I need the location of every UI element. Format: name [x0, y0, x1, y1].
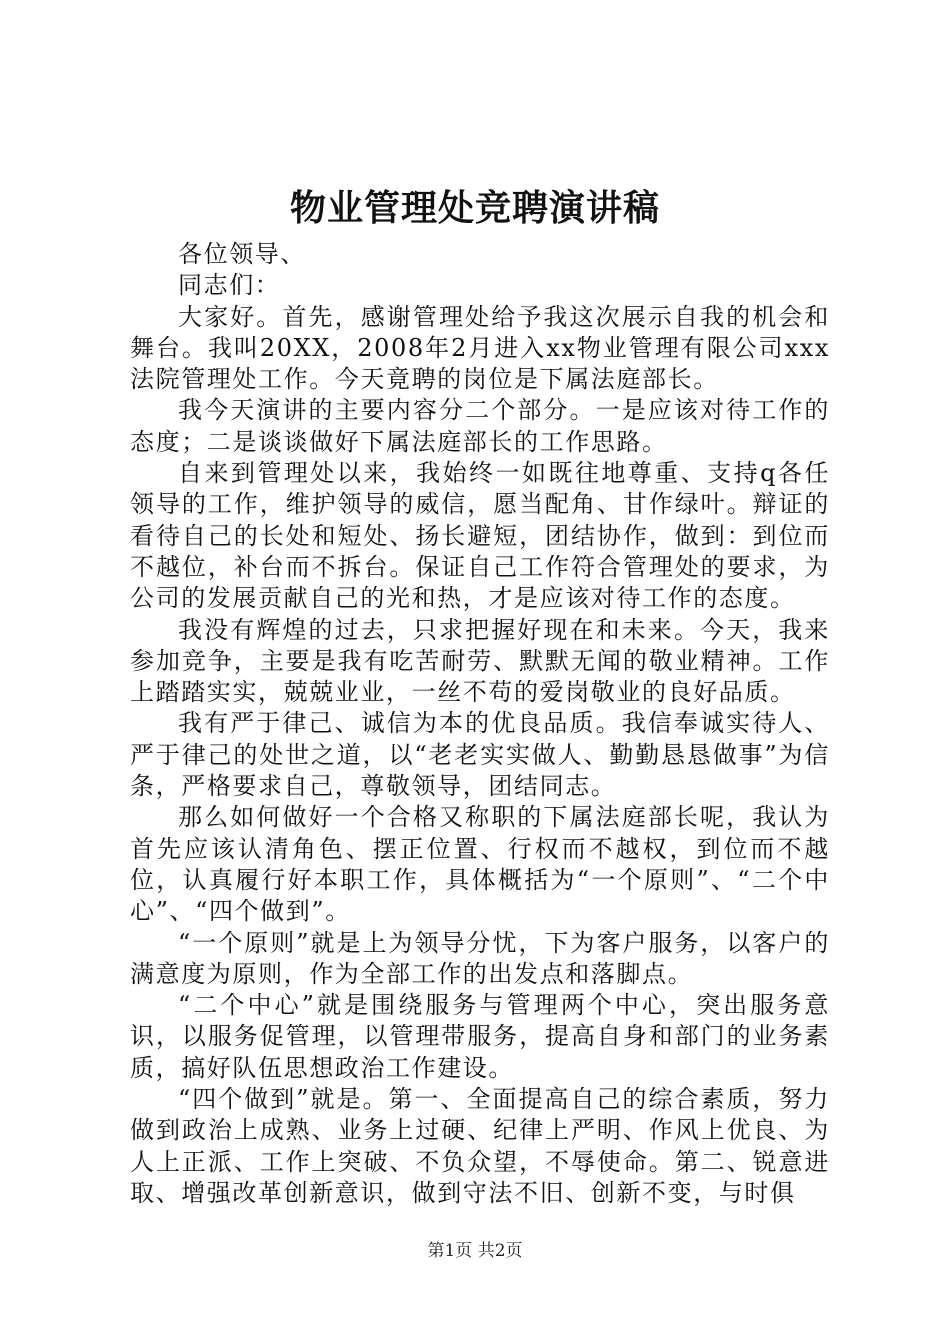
paragraph: 我有严于律己、诚信为本的优良品质。我信奉诚实待人、严于律己的处世之道，以“老老实实做人、勤勤恳恳做事”为信条，严格要求自己，尊敬领导，团结同志。 — [130, 709, 830, 801]
paragraph: “一个原则”就是上为领导分忧，下为客户服务，以客户的满意度为原则，作为全部工作的出发点和落脚点。 — [130, 928, 830, 988]
salutation-line-1: 各位领导、 — [178, 240, 306, 268]
paragraph: 我没有辉煌的过去，只求把握好现在和未来。今天，我来参加竞争，主要是我有吃苦耐劳、默默无闻的敬业精神。工作上踏踏实实，兢兢业业，一丝不苟的爱岗敬业的良好品质。 — [130, 615, 830, 707]
paragraph: 自来到管理处以来，我始终一如既往地尊重、支持q各任领导的工作，维护领导的威信，愿当配角、甘作绿叶。辩证的看待自己的长处和短处、扬长避短，团结协作，做到：到位而不越位，补台而不拆台。保证自己工作符合管理处的要求，为公司的发展贡献自己的光和热，才是应该对待工作的态度。 — [130, 459, 830, 613]
salutation-line-2: 同志们： — [178, 271, 281, 300]
document-body — [130, 239, 830, 1209]
paragraph: “二个中心”就是围绕服务与管理两个中心，突出服务意识，以服务促管理，以管理带服务，提高自身和部门的业务素质，搞好队伍思想政治工作建设。 — [130, 991, 830, 1082]
paragraph: “四个做到”就是。第一、全面提高自己的综合素质，努力做到政治上成熟、业务上过硬、纪律上严明、作风上优良、为人上正派、工作上突破、不负众望，不辱使命。第二、锐意进取、增强改革创新意识，做到守法不旧、创新不变，与时俱 — [130, 1085, 830, 1207]
document-title: 物业管理处竞聘演讲稿 — [289, 187, 660, 229]
page-footer: 第1页 共2页 — [427, 1241, 523, 1261]
paragraph: 大家好。首先，感谢管理处给予我这次展示自我的机会和舞台。我叫20XX，2008年2月进入xx物业管理有限公司xxx法院管理处工作。今天竟聘的岗位是下属法庭部长。 — [130, 302, 830, 394]
paragraph: 那么如何做好一个合格又称职的下属法庭部长呢，我认为首先应该认清角色、摆正位置、行权而不越权，到位而不越位，认真履行好本职工作，具体概括为“一个原则”、“二个中心”、“四个做到”。 — [130, 803, 830, 926]
paragraph: 我今天演讲的主要内容分二个部分。一是应该对待工作的态度；二是谈谈做好下属法庭部长的工作思路。 — [130, 396, 830, 456]
